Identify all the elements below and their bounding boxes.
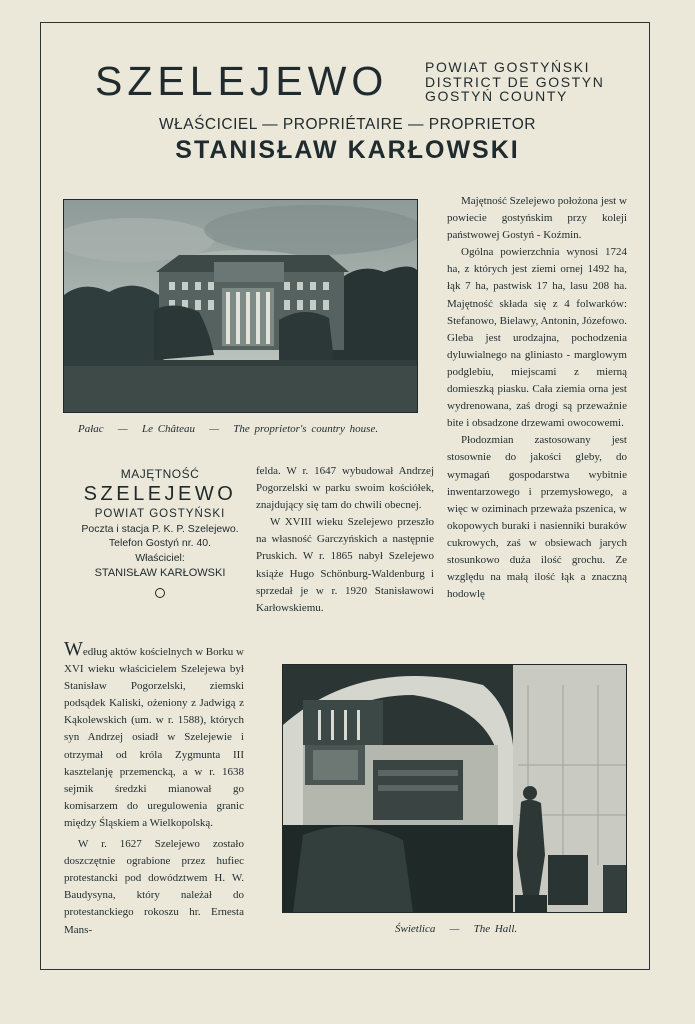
hall-caption-en: The Hall. <box>473 923 518 935</box>
info-owner-label: Właściciel: <box>135 552 185 564</box>
county-block <box>425 60 604 104</box>
hall-caption-pl: Świetlica <box>395 923 436 935</box>
left-column <box>64 638 244 939</box>
info-county: POWIAT GOSTYŃSKI <box>94 508 226 520</box>
caption-dash: — <box>209 423 220 435</box>
page-title: SZELEJEWO <box>95 58 389 104</box>
right-para-3: Płodozmian zastosowany jest stosownie do jakości gleby, do wymagań gospodarstwa wybitnie inwentarzowego i przemysłowego, a więc w oziminach przeważa pszenica, w okopowych buraki i nasienniki buraków cukrowych, zaś w obsiewach jarych stosunkowo duża ilość grochu. Ze względu na małą ilość łąk a znaczną hodowlę <box>447 434 627 601</box>
middle-column <box>256 463 434 617</box>
hall-illustration <box>283 665 626 912</box>
info-owner-name: STANISŁAW KARŁOWSKI <box>94 567 226 579</box>
county-line-pl: POWIAT GOSTYŃSKI <box>425 59 591 75</box>
info-heading: MAJĘTNOŚĆ <box>120 467 200 481</box>
info-post: Poczta i stacja P. K. P. Szelejewo. <box>81 523 239 535</box>
hall-caption <box>395 923 517 935</box>
owner-label: WŁAŚCICIEL — PROPRIÉTAIRE — PROPRIETOR <box>159 116 536 133</box>
left-para-2: W r. 1627 Szelejewo zostało doszczętnie ograbione przez hufiec protestancki pod dowództwem H. W. Baudysyna, który należał do protestanckiego rokoszu hr. Ernesta Mans- <box>64 838 244 936</box>
palace-photo <box>63 199 418 413</box>
county-line-en: GOSTYŃ COUNTY <box>425 88 568 104</box>
hall-photo <box>282 664 627 913</box>
left-para-1-text: edług aktów kościelnych w Borku w XVI wieku właścicielem Szelejewa był Stanisław Pogorzelski, ziemski podsądek Kaliski, ożeniony z Jadwigą z Kąkolewskich (um. w r. 1588), których syn Andrzej osiadł w Szelejewie i otrzymał od króla Zygmunta III kasztelanję przemencką, a w r. 1638 sejmik średzki mianował go komisarzem do uregulowenia granic między Śląskiem a Wielkopolską. <box>64 646 244 829</box>
caption-dash: — <box>117 423 128 435</box>
owner-name: STANISŁAW KARŁOWSKI <box>175 136 520 164</box>
right-para-2: Ogólna powierzchnia wynosi 1724 ha, z których jest ziemi ornej 1492 ha, łąk 7 ha, pastwisk 17 ha, lasu 208 ha. Majętność składa się z 4 folwarków: Stefanowo, Bielawy, Antonin, Józefowo. Gleba jest urodzajna, pochodzenia dyluwialnego na gliniasto - marglowym podglebiu, miejscami z mierną domieszką piasku. Cała ziemia orna jest wydrenowana, zaś drogi są przeważnie bite i obsadzone drzewami owocowemi. <box>447 246 627 430</box>
right-column <box>447 193 627 603</box>
middle-para-1: felda. W r. 1647 wybudował Andrzej Pogorzelski w parku swoim kościółek, znajdujący się tam do chwili obecnej. <box>256 465 434 512</box>
county-line-fr: DISTRICT DE GOSTYN <box>425 73 605 90</box>
palace-illustration <box>64 200 417 412</box>
caption-dash: — <box>449 923 460 935</box>
middle-para-2: W XVIII wieku Szelejewo przeszło na własność Garczyńskich a następnie Pruskich. W r. 1865 nabył Szelejewo książe Hugo Schönburg-Waldenburg i sprzedał je w r. 1920 Stanisławowi Karłowskiemu. <box>256 516 434 614</box>
dropcap: W <box>64 638 83 660</box>
info-phone: Telefon Gostyń nr. 40. <box>108 537 212 549</box>
palace-caption <box>78 423 378 435</box>
palace-caption-fr: Le Château <box>141 423 195 435</box>
left-para-1 <box>64 638 244 832</box>
palace-caption-pl: Pałac <box>78 423 104 435</box>
palace-caption-en: The proprietor's country house. <box>233 423 379 435</box>
estate-info-box <box>60 467 260 598</box>
info-name: SZELEJEWO <box>83 483 237 505</box>
ornament-circle-icon <box>155 588 165 598</box>
right-para-1: Majętność Szelejewo położona jest w powiecie gostyńskim przy koleji państwowej Gostyń - Koźmin. <box>447 195 627 242</box>
